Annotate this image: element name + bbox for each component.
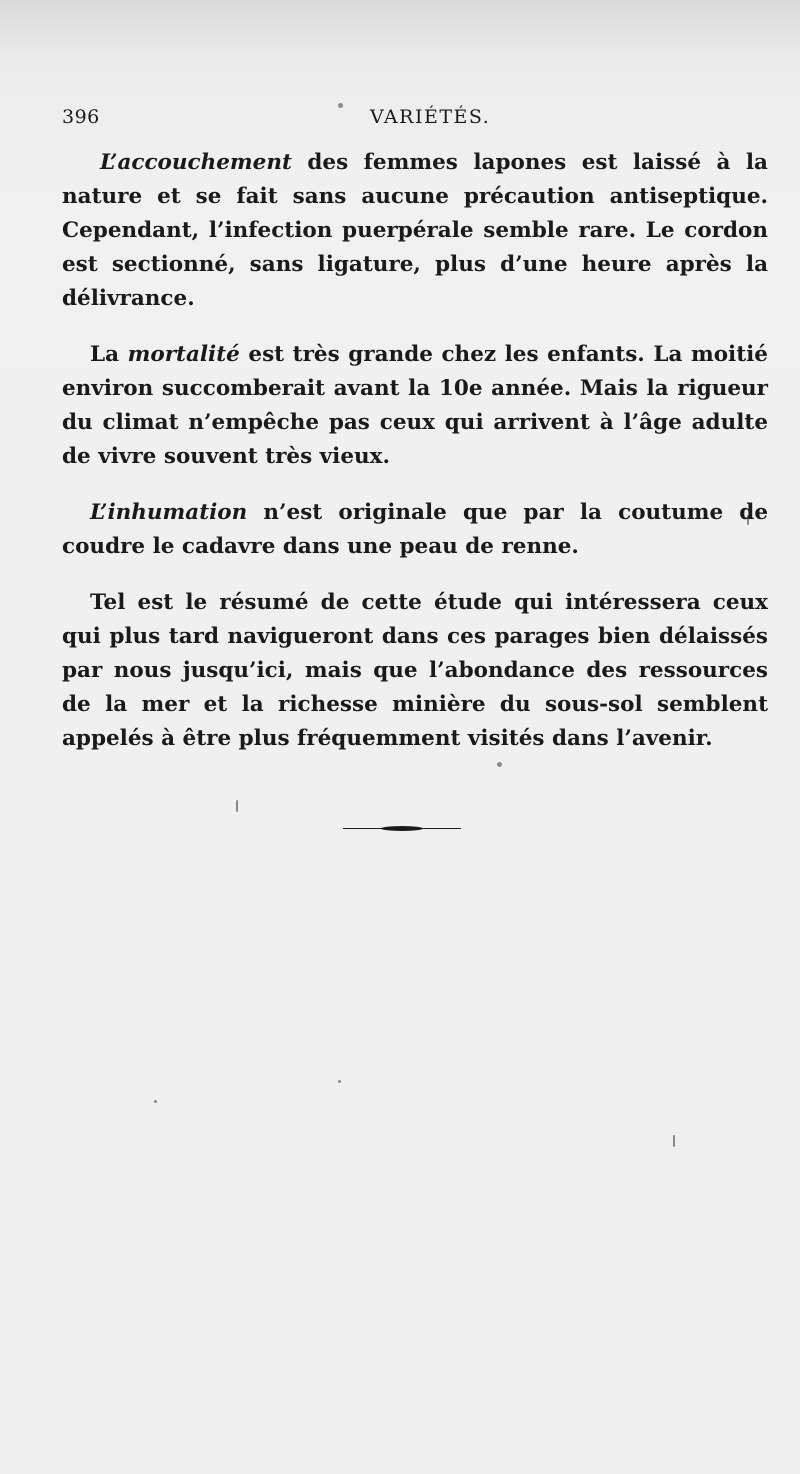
paragraph-text: des femmes lapones est laissé à la nature et se fait sans aucune précaution antiseptique. Cependant, l’infection puerpérale semble rare. Le cordon est sectionné, sans ligature, plus d’une heure après la délivrance. xyxy=(62,150,768,311)
scan-speck xyxy=(154,1100,157,1103)
paragraph-lead-italic: mortalité xyxy=(127,342,240,367)
paragraph-inhumation xyxy=(62,496,768,564)
body-text xyxy=(62,146,768,778)
scan-speck xyxy=(673,1135,675,1147)
paragraph-text: Tel est le résumé de cette étude qui intéressera ceux qui plus tard navigueront dans ces parages bien délaissés par nous jusqu’ici, mais que l’abondance des ressources de la mer et la richesse minière du sous-sol semblent appelés à être plus fréquemment visités dans l’avenir. xyxy=(62,590,768,751)
paragraph-lead: La xyxy=(90,342,128,367)
page-header xyxy=(62,106,762,136)
page-number: 396 xyxy=(62,106,100,128)
paragraph-mortalite xyxy=(62,338,768,474)
running-title: VARIÉTÉS. xyxy=(370,106,491,128)
paragraph-text: est très grande chez les enfants. La moitié environ succomberait avant la 10e année. Mais la rigueur du climat n’empêche pas ceux qui arrivent à l’âge adulte de vivre souvent très vieux. xyxy=(62,342,768,469)
scan-speck xyxy=(338,1080,341,1083)
paragraph-conclusion xyxy=(62,586,768,756)
rule-swell xyxy=(381,826,423,831)
paragraph-text: n’est originale que par la coutume de coudre le cadavre dans une peau de renne. xyxy=(62,500,768,559)
section-end-rule xyxy=(343,826,461,831)
paragraph-lead-italic: L’inhumation xyxy=(90,500,248,525)
paragraph-accouchement xyxy=(62,146,768,316)
paragraph-lead-italic: L’accouchement xyxy=(100,150,292,175)
scan-speck xyxy=(236,800,238,812)
